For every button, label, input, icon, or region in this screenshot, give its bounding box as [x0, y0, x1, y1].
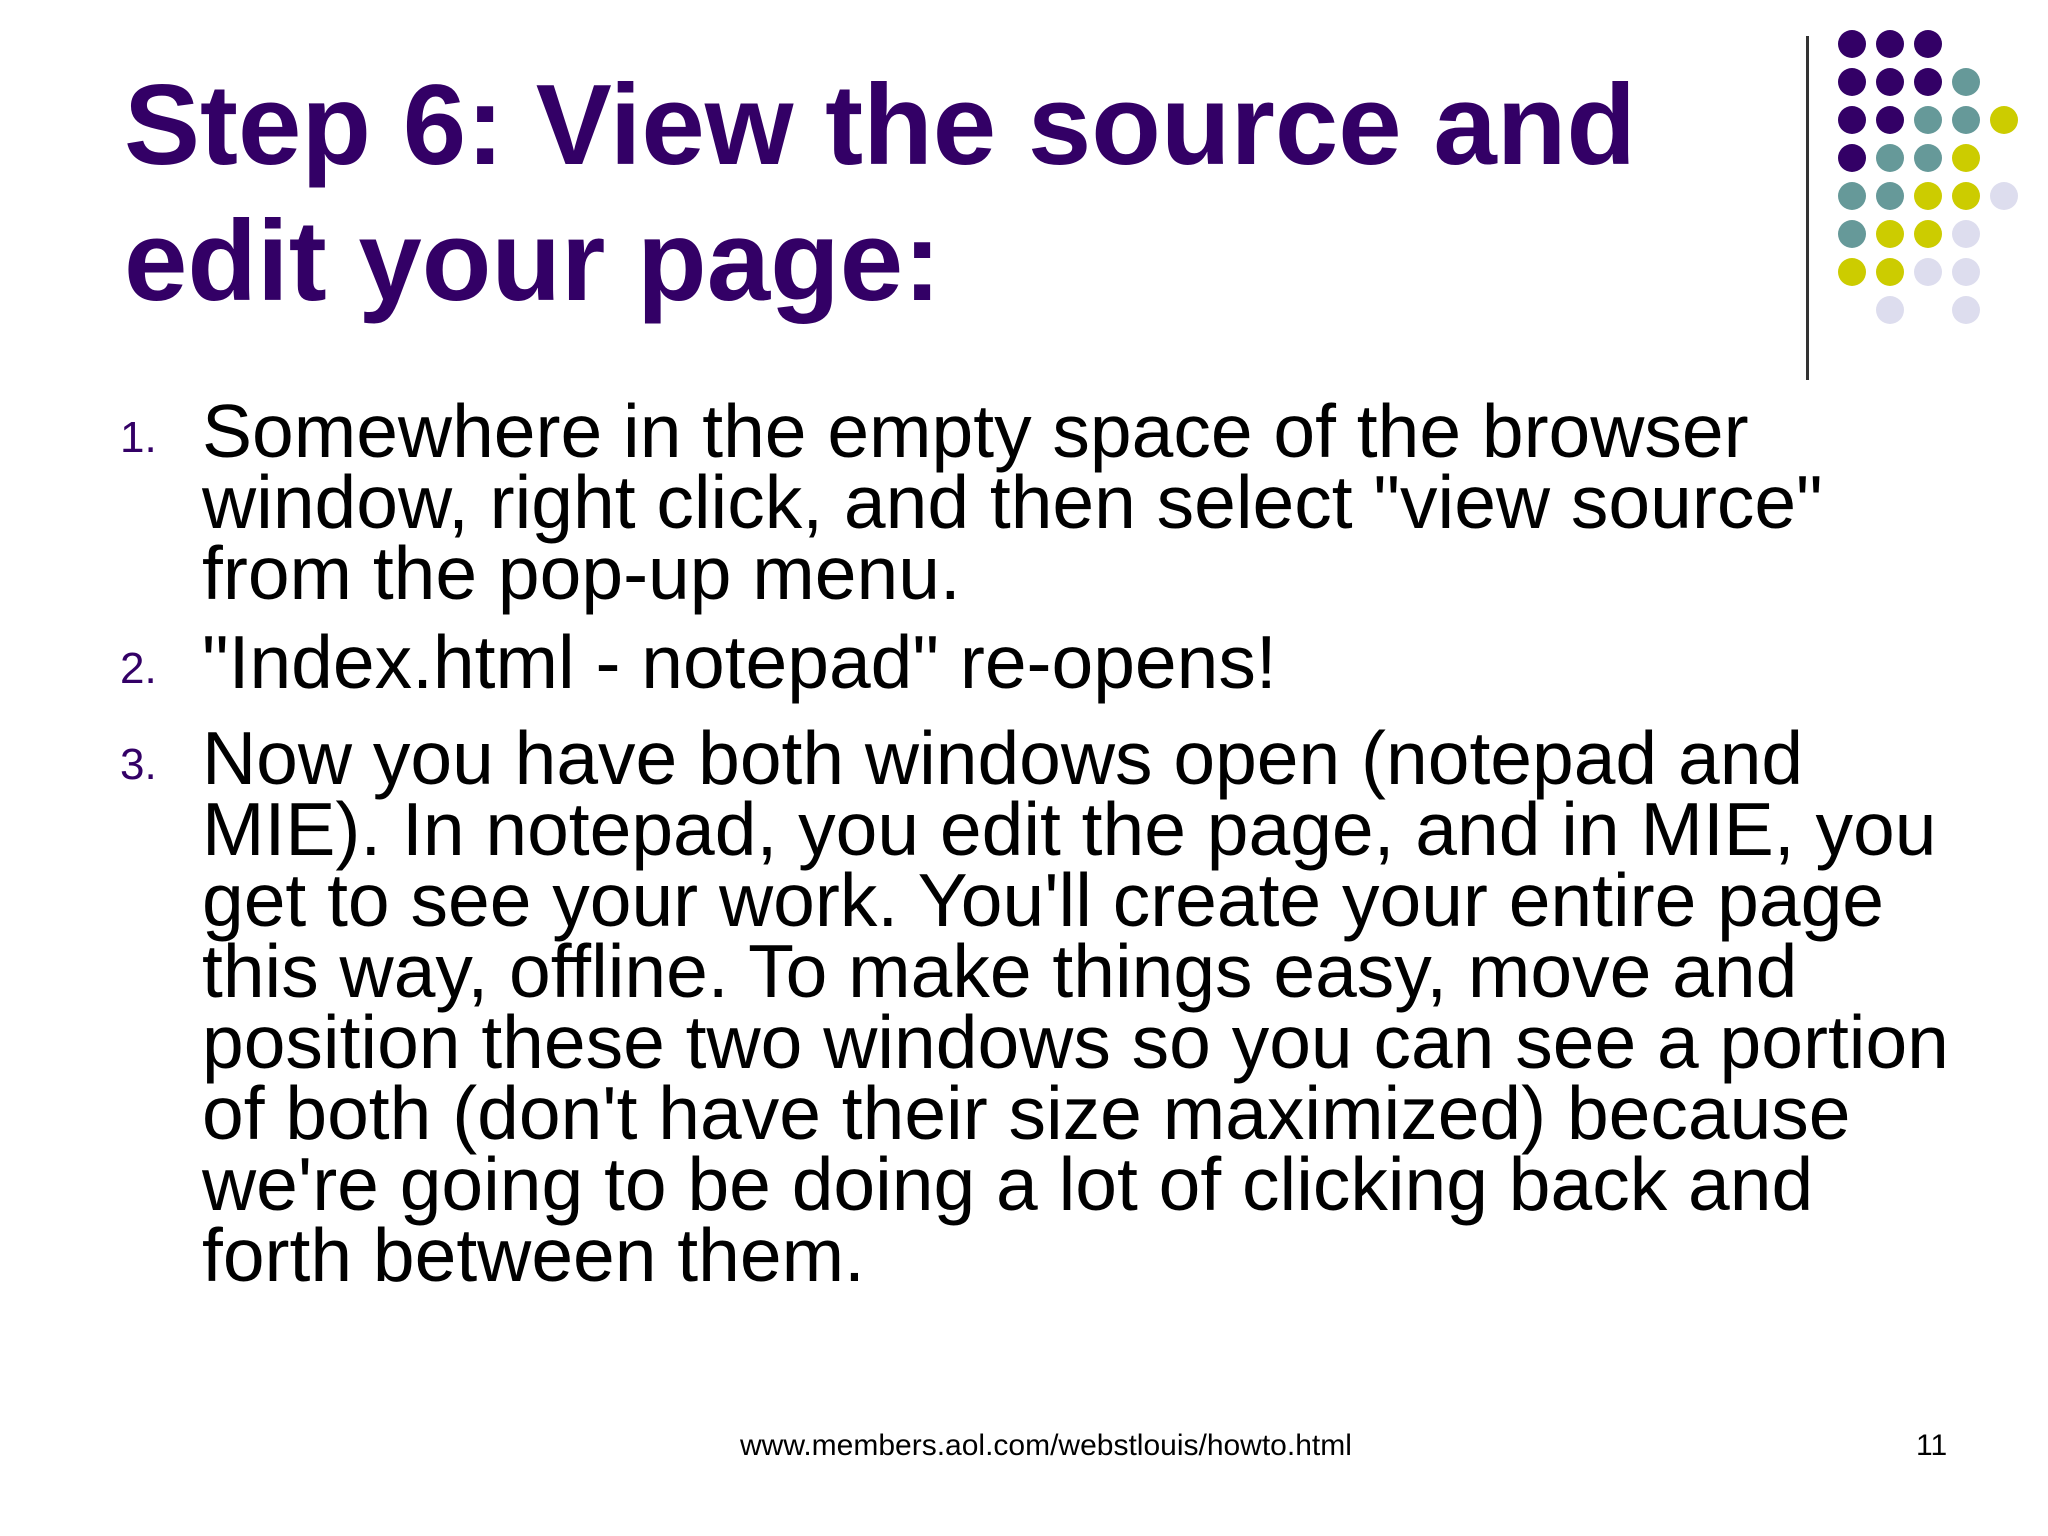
decorative-dot: [1990, 106, 2018, 134]
list-item-text: Now you have both windows open (notepad and MIE). In notepad, you edit the page, and in MIE, you get to see your work. You'll create your entire page this way, offline. To make things easy, move and position these two windows so you can see a portion of both (don't have their size maximized) because we're going to be doing a lot of clicking back and forth between them.: [202, 716, 1949, 1297]
list-item-number: 1.: [120, 413, 157, 462]
decorative-dot: [1914, 144, 1942, 172]
decorative-dot: [1952, 258, 1980, 286]
decorative-dot: [1952, 144, 1980, 172]
decorative-dot: [1876, 182, 1904, 210]
decorative-dot: [1876, 296, 1904, 324]
decorative-dot: [1876, 68, 1904, 96]
decorative-dot: [1914, 30, 1942, 58]
decorative-dot: [1838, 106, 1866, 134]
decorative-dot: [1952, 296, 1980, 324]
decorative-dot: [1914, 182, 1942, 210]
decorative-dot: [1914, 106, 1942, 134]
decorative-dot: [1952, 68, 1980, 96]
decorative-dot-grid: [1838, 30, 2048, 340]
step-list: [120, 389, 1980, 1309]
decorative-dot: [1838, 144, 1866, 172]
page-number: 11: [1916, 1429, 1948, 1462]
decorative-dot: [1876, 144, 1904, 172]
list-item: [120, 716, 1980, 1297]
footer-url: www.members.aol.com/webstlouis/howto.html: [740, 1429, 1352, 1462]
list-item-number: 3.: [120, 740, 157, 789]
decorative-dot: [1990, 182, 2018, 210]
decorative-dot: [1914, 220, 1942, 248]
decorative-dot: [1876, 106, 1904, 134]
list-item-number: 2.: [120, 644, 157, 693]
decorative-dot: [1914, 258, 1942, 286]
decorative-dot: [1838, 30, 1866, 58]
decorative-dot: [1876, 220, 1904, 248]
decorative-dot: [1952, 106, 1980, 134]
list-item: [120, 389, 1980, 615]
title-divider-line: [1806, 36, 1809, 380]
decorative-dot: [1914, 68, 1942, 96]
decorative-dot: [1876, 30, 1904, 58]
decorative-dot: [1876, 258, 1904, 286]
list-item-text: Somewhere in the empty space of the browser window, right click, and then select "view source" from the pop-up menu.: [202, 389, 1823, 615]
decorative-dot: [1952, 220, 1980, 248]
decorative-dot: [1838, 68, 1866, 96]
list-item: [120, 620, 1980, 705]
decorative-dot: [1838, 182, 1866, 210]
slide-title: Step 6: View the source and edit your page:: [124, 62, 1637, 325]
decorative-dot: [1838, 258, 1866, 286]
list-item-text: "Index.html - notepad" re-opens!: [202, 620, 1277, 704]
decorative-dot: [1838, 220, 1866, 248]
decorative-dot: [1952, 182, 1980, 210]
